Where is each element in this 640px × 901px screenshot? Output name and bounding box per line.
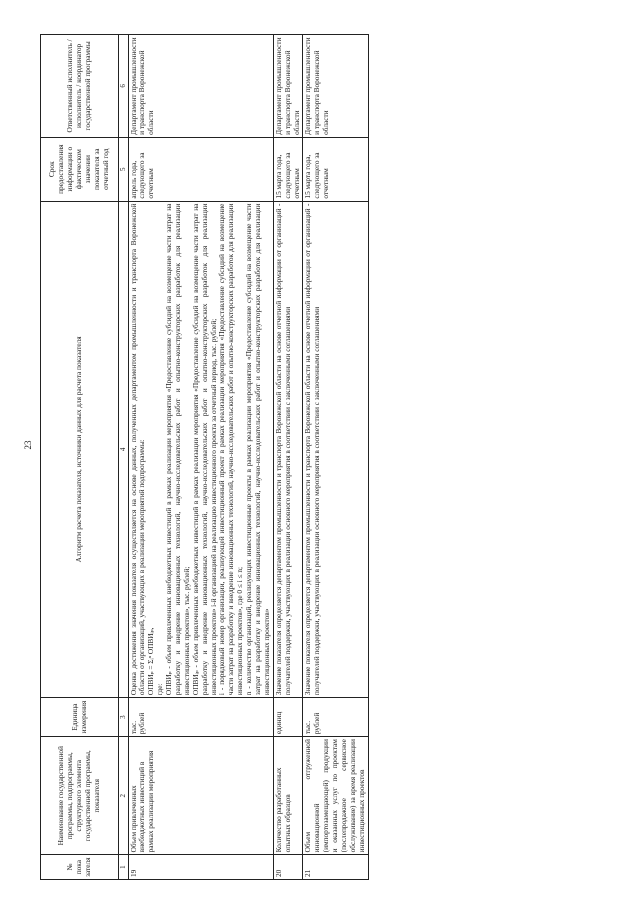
row-num: 21 <box>303 855 368 880</box>
row-unit: тыс. рублей <box>303 698 368 737</box>
row-responsible: Департамент промышленности и транспорта Воронежской области <box>303 35 368 138</box>
column-number: 4 <box>119 201 129 698</box>
column-number: 6 <box>119 35 129 138</box>
column-number: 3 <box>119 698 129 737</box>
header-unit: Единица измерения <box>41 698 119 737</box>
row-deadline: апрель года, следующего за отчетным <box>128 137 273 201</box>
column-number: 5 <box>119 137 129 201</box>
row-name: Объем привлеченных внебюджетных инвестиций в рамках реализации мероприятия <box>128 737 273 855</box>
row-responsible: Департамент промышленности и транспорта Воронежской области <box>128 35 273 138</box>
row-name: Количество разработанных опытных образцов <box>273 737 303 855</box>
algorithm-line: ОПВИₚ - объем привлеченных внебюджетных инвестиций в рамках реализации мероприятия «Предоставление субсидий на возмещение части затрат на разработку и внедрение инновационных технологий, научно-исследовательских работ и опытно-конструкторских разработок для реализации инвестиционных проектов», тыс. рублей; <box>164 203 191 696</box>
row-responsible: Департамент промышленности и транспорта Воронежской области <box>273 35 303 138</box>
algorithm-line: n - количество организаций, реализующих инвестиционные проекты в рамках реализации мероприятия «Предоставление субсидий на возмещение части затрат на разработку и внедрение инновационных технологий, научно-исследовательских работ и опытно-конструкторских разработок для реализации инвестиционных проектов» <box>244 203 271 696</box>
header-name: Наименование государственной программы, подпрограммы, структурного элемента государственной программы, показателя <box>41 737 119 855</box>
row-unit: единиц <box>273 698 303 737</box>
table-row <box>303 35 368 880</box>
indicators-table <box>40 34 369 880</box>
table-row <box>273 35 303 880</box>
row-deadline: 15 марта года, следующего за отчетным <box>273 137 303 201</box>
rotated-page <box>40 34 600 880</box>
algorithm-line: i - порядковый номер организации, реализующей инвестиционный проект в рамках реализации мероприятия «Предоставление субсидий на возмещение части затрат на разработку и внедрение инновационных технологий, научно-исследовательских работ и опытно-конструкторских разработок для реализации инвестиционных проектов», где 0 ≤ i ≤ n; <box>217 203 245 696</box>
row-algorithm: Значение показателя определяется департаментом промышленности и транспорта Воронежской области на основе отчетной информации от организаций - получателей поддержки, участвующих в реализации основного мероприятия в соответствии с заключенными соглашениями <box>303 201 368 698</box>
column-number-row <box>119 35 129 880</box>
header-deadline: Срок предоставления информации о фактическом значении показателя за отчетный год <box>41 137 119 201</box>
row-algorithm <box>128 201 273 698</box>
row-deadline: 15 марта года, следующего за отчетным <box>303 137 368 201</box>
page-number: 23 <box>23 440 33 450</box>
header-responsible: Ответственный исполнитель / исполнитель / координатор государственной программы <box>41 35 119 138</box>
row-num: 20 <box>273 855 303 880</box>
column-number: 2 <box>119 737 129 855</box>
row-name: Объем отгруженной инновационной (импортозамещающей) продукции и оказанных услуг по проектам (послепродажное сервисное обслуживание) за время реализации инвестиционных проектов <box>303 737 368 855</box>
header-num: № пока зателя <box>41 855 119 880</box>
row-algorithm: Значение показателя определяется департаментом промышленности и транспорта Воронежской области на основе отчетной информации от организаций - получателей поддержки, участвующих в реализации основного мероприятия в соответствии с заключенными соглашениями <box>273 201 303 698</box>
column-number: 1 <box>119 855 129 880</box>
row-num: 19 <box>128 855 273 880</box>
header-row <box>41 35 119 880</box>
algorithm-line: ОПВИᵢₚ - объем привлеченных внебюджетных инвестиций в рамках реализации мероприятия «Предоставление субсидий на возмещение части затрат на разработку и внедрение инновационных технологий, научно-исследовательских работ и опытно-конструкторских разработок для реализации инвестиционных проектов» i-й организацией на реализацию инвестиционного проекта за отчетный период, тыс. рублей; <box>190 203 218 696</box>
row-unit: тыс. рублей <box>128 698 273 737</box>
algorithm-formula: ОПВИₚ = Σᵢⁿ ОПВИᵢₚ, <box>146 627 156 696</box>
algorithm-line: где: <box>155 683 165 696</box>
table-row <box>128 35 273 880</box>
header-algorithm: Алгоритм расчета показателя, источники данных для расчета показателя <box>41 201 119 698</box>
algorithm-line: Оценка достижения значения показателя осуществляется на основе данных, полученных департаментом промышленности и транспорта Воронежской области от организаций, участвующих в реализации мероприятий подпрограммы: <box>128 203 147 696</box>
